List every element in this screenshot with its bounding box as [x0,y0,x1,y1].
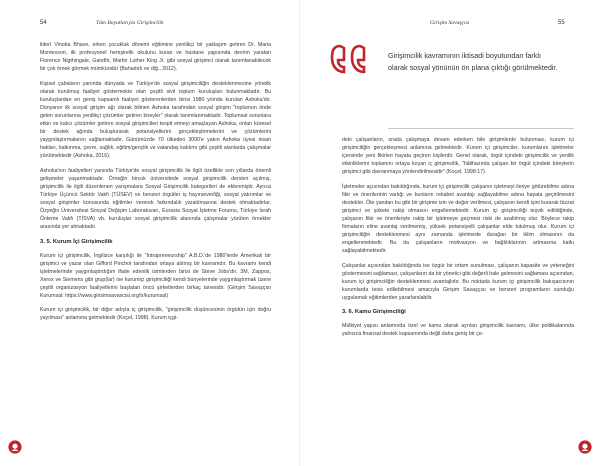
page-number: 55 [558,20,565,26]
page-number: 54 [40,20,47,26]
paragraph: deki çalışanların, orada çalışmaya devam ederken bile girişimlerde bulunması, kurum içi girişimciliğin gerçekleşmesi anlamına gelmektedir. Kurum içi girişimciler, kurumlarını işletmeler içersinde yeni fikirleri hayata geçiren kişilerdir. Genel olarak, örgüt içindeki girişimcilik ve yenilik etkinliklerini toplamını ortaya koyan iç girişimcilik, "hâlihazırda çalışan bir örgüt içindeki bireylerin girişimci gibi davranmaya yönlendirilmesidir" (Koçel, 1998:17). [342,137,574,176]
right-page [300,0,600,466]
paragraph: Kişisel çabaların yanında dünyada ve Türkiye'de sosyal girişimciliğin desteklenmesine yönelik olarak kurulmuş faaliyet göstermekte olan çeşitli sivil toplum kuruluşları bulunmaktadır. Bu kuruluşlardan en geniş kapsamlı faaliyet gösterenlerden birisi 1980 yılında kurulan Ashoka'dır. Dünyanın ilk sosyal girişim ağı olarak bilinen Ashoka tarafından sosyal girişim "toplumun önde gelen sorunlarına yenilikçi çözümler getiren bireyler" olarak tanımlanmaktadır. Toplumsal sorunlara etkin ve kalıcı çözümler getiren sosyal girişimcileri tespit etmeyi amaçlayan Ashoka, onları küresel bir destek ağında buluşturarak potansiyellerini gerçekleştirmelerini ve çözümlerini yaygınlaştırmalarını sağlamaktadır. Günümüzde 70 ülkeden 3000'e yakın Ashoka üyesi insan hakları, katkınma, çevre, sağlık, eğitim/gençlik ve vatandaş katılımı gibi çeşitli alanlarda çalışmalar yürütmektedir (Ashoka, 2016). [40,80,271,160]
girisim-savascisi-logo-icon [8,440,22,454]
left-body-text [40,41,271,329]
paragraph: Kurum içi girişimcilik, İngilizce karşılığı ile "Intrapreneurship" A.B.D.'de 1980'lerde Amerikalı bir girişimci ve yazar olan Gifford Pinchot tarafından ortaya atılmış bir kavramdır. Bu kavramı kendi işletmelerinde yaygınlaştırdığım ifade edenilk isimlerden birisi de Steve Jobs'dır. 3M, Zappos, Xerox ve Siemens gibi grup(lar) ise kurumiçi girişimciliği kendi bünyelerinde yaygınlaştırmak üzere çeşitli organizasyon faaliyetlerini başlatan öncü şirketlerden birkaç tanesidir. (Girişim Savaşçısı Kurumsal: https://www.girisimsavascisi.org/tr/kurumsal) [40,252,271,299]
section-heading: 3. 6. Kamu Girişimciliği [342,309,406,316]
running-title: Tüm Boyutlarıyla Girişimcilik [96,20,164,26]
paragraph: Ashoka'nın faaliyetleri yanında Türkiye'de sosyal girişimcilik ile ilgili özellikle son yıllarda önemli gelişmeler yaşanmaktadır. Örneğin bircok üniversitede sosyal girişimcilik dersleri açılmış, girişimcilik ile ilgili düzenlenen yarışmalara Sosyal Girişimcilik kategorileri de eklenmiştir. Ayrıca Türkiye Üçüncü Sektör Vakfı (TÜSEV) ve benzeri örgütler iş hayırseverliği, sosyal yatırımlar ve sosyal girişimler konusunda eğitimler vererek farkındalık yaratılmasına destek olmaktadırlar. Özyeğin Üniversitesi Sosyal Değişim Laboratuvarı, Eurasia Sosyal İşletme Forumu, Türkiye İsrafı Önleme Vakfı (TİSVA) vb. kuruluşlar sosyal girişimcilik alanında çalışmalar yürüten örnekler arasında yer almaktadır. [40,167,271,230]
right-body-text [342,136,574,345]
section-heading: 3. 5. Kurum İçi Girişimcilik [40,238,113,245]
double-quote-mark-icon [330,44,380,74]
paragraph: Çalışanlar açısından bakıldığında ise özgür bir ortam sunulması, çalışanın kapasite ve yeteneğini göstermesini sağlaması, çalışanların da bir yönetici gibi değerli hale gelmesini sağlaması açısından, kurum içi girişimciliğin desteklenmesi avantajlıdır. Bu noktada kurum içi girişimcilik bakışacısının kurumlarda tesis edilebilmesi amacıyla Girişim Savaşçısı ve benzeri programların sunduğu uygulamalı eğitimlerden yararlanılabilir. [342,262,574,301]
paragraph: Kurum içi girişimcilik, bir diğer adıyla iç girişimcilik, "girişimcilik düşüncesinin örgütün için doğru yayılması" anlamına gelmektedir (Koçel, 1998). Kurum içgi- [40,307,271,322]
paragraph: Mülkiyet yapısı anlamında özel ve kamu olarak ayrılan girişimcilik kavramı, ülke politikalarında yalnızca finansal destek kapsamında değil daha geniş bir çe- [342,323,574,338]
paragraph: liderí Vinoba Bhave, erken çocukluk dönemi eğitimine yenilikçi bir yaklaşım getiren Dr. Maria Montessori, ilk profesyonel hemşirelik okulunu kuran ve hastane yapısında devrim yaratan Florence Nigthingale, Gandhi, Martin Luther King Jr. gibi sosyal girişimci olarak tanımlanabilecek bir çok örnek görmek mümkündür (Bahadırlı ve diğ., 2012). [40,42,271,73]
pull-quote-text: Girişimcilik kavramının iktisadi boyutundan farklı olarak sosyal yönünün ön plana çıktığı görülmektedir. [388,51,558,72]
pull-quote [328,42,588,132]
running-title: Girişim Savaşçısı [430,20,470,26]
pull-quote-divider [388,128,574,129]
paragraph: İşletmeler açısından bakıldığında, kurum içi girişimcilik çalışanın işletmeyi ileriye götürebilme adına fikir ve önerilerinin varlığı ve bunların rekabet avantajı sağlayabilme adına hayata geçirilmesini destekler. Öte yandan bu gibi bir girişime izin ve değer verilmesi, çalışanın kendi işini kurarak bizzat girişimci ve şirkete rakip olmasını engellemektedir. Kurum içi girişimciliği teşvik edildiğinde, çalışanın fikir ve önerileriyle rakip bir işletmeye geçmesi riski de azaltılmış olur. Böylece rakip firmaların eline avantaj verilmemiş, yüksek potansiyelli çalışanlar elde tutulmuş olur. Kurum içi girişimciliğin desteklenmesi aynı zamanda işletmede durağan bir iklim olmasının da engellenmektedir. Bu da çalışanların motivasyon ve bağlılıklarının artmasına katkı sağlayabilmektedir. [342,183,574,255]
girisim-savascisi-logo-icon [578,440,592,454]
